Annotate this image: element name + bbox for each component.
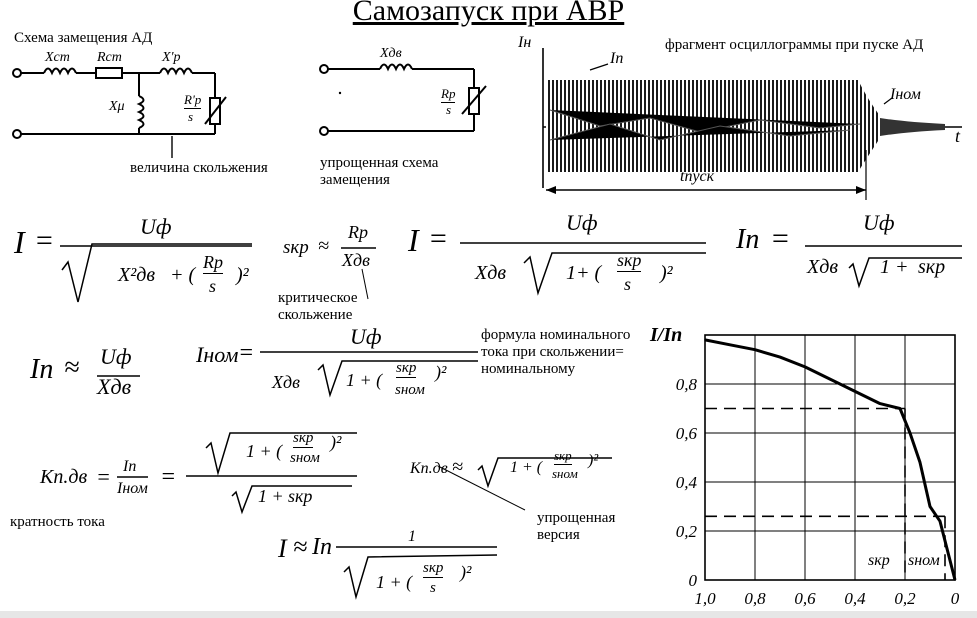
f1-close: )² (236, 264, 249, 286)
f5-plus: 1 + ( (346, 370, 383, 390)
chart-point (829, 378, 831, 380)
f3-U: Uф (863, 210, 895, 235)
chart-point (954, 579, 956, 581)
skr-Xdv: Xдв (342, 250, 370, 270)
f8-one: 1 (408, 528, 416, 545)
label-xdv: Xдв (380, 46, 402, 61)
skr-Rp: Rр (348, 222, 368, 242)
label-xr: X'р (162, 50, 181, 65)
f2-U: Uф (566, 210, 598, 235)
chart-ylabel: I/Iп (650, 324, 683, 346)
skr-approx: ≈ (318, 235, 329, 257)
chart-point (879, 403, 881, 405)
f4-Ip: Iп (30, 354, 54, 385)
osc-ip-label: Iп (610, 50, 624, 67)
f4-approx: ≈ (64, 352, 80, 383)
f8-plus: 1 + ( (376, 572, 413, 592)
chart-point (947, 550, 949, 552)
chart-y-tick: 0,6 (675, 424, 697, 443)
critical-slip-caption: критическое скольжение (278, 290, 358, 323)
osc-x-label: t (955, 126, 961, 146)
f2-plus: 1+ ( (566, 262, 602, 284)
f6-skr: sкр (293, 430, 314, 446)
f3-skr: sкр (918, 256, 946, 278)
f4-Xdv: Xдв (97, 374, 132, 399)
page-title: Самозапуск при АВР (352, 0, 625, 27)
f6-snom: sном (290, 450, 320, 466)
chart-point (779, 356, 781, 358)
bottom-bar (0, 611, 977, 618)
f6-In: Iп (123, 458, 137, 475)
f6-plus: 1 + ( (246, 441, 283, 461)
chart-point (804, 366, 806, 368)
f2-eq: = (428, 222, 449, 255)
current-ratio-caption: кратность тока (10, 514, 105, 530)
chart-y-tick: 0,2 (675, 522, 697, 541)
f5-Inom: Iном (196, 342, 239, 367)
f3-one: 1 + (880, 256, 909, 278)
f3-Xdv: Xдв (807, 256, 839, 278)
slip-caption: величина скольжения (130, 160, 268, 176)
simplified-version-caption: упрощенная версия (537, 510, 616, 543)
label-rp-num: Rр (441, 86, 456, 101)
f7-skr: sкр (554, 448, 572, 463)
chart-ann-skr: sкр (868, 552, 890, 569)
chart-y-tick: 0 (688, 571, 697, 590)
f2-close: )² (660, 262, 673, 284)
f6-Kpdv: Kп.дв (40, 466, 88, 488)
f5-U: Uф (350, 324, 382, 349)
chart-point (939, 520, 941, 522)
chart-series-line (705, 340, 955, 580)
f7-Kpdv: Kп.дв (410, 460, 448, 477)
chart-x-tick: 0,6 (794, 589, 816, 608)
osc-inom-label: Iном (890, 86, 921, 103)
f1-Xdv2: X²дв (118, 264, 156, 286)
f8-s: s (430, 580, 436, 596)
f8-approx: ≈ (293, 532, 308, 561)
f8-skr: sкр (423, 560, 444, 576)
label-rst: Rст (97, 50, 122, 65)
simplified-caption: упрощенная схема замещения (320, 155, 439, 188)
f4-U: Uф (100, 344, 132, 369)
f6-skr2: sкр (288, 486, 313, 506)
f5-close: )² (435, 362, 447, 382)
f8-I: I (278, 534, 287, 563)
f1-plus: + ( (170, 264, 196, 286)
f6-plus2: 1 + (258, 486, 284, 506)
osc-y-label: Iн (518, 34, 532, 51)
osc-tpusk-label: tпуск (680, 168, 715, 185)
f7-close: )² (588, 452, 599, 469)
chart-x-tick: 1,0 (694, 589, 716, 608)
f8-close: )² (460, 562, 472, 582)
chart-point (729, 344, 731, 346)
label-rr-num: R'р (184, 92, 202, 107)
f2-I: I (408, 222, 419, 258)
f1-I: I (14, 224, 25, 260)
f2-s: s (624, 274, 632, 294)
f3-Ip: Iп (736, 224, 760, 255)
f1-eq: = (34, 224, 55, 257)
chart-ann-snom: sном (908, 552, 940, 569)
chart-point (929, 506, 931, 508)
f3-eq: = (770, 222, 791, 255)
f7-snom: sном (552, 466, 578, 481)
chart-point (704, 339, 706, 341)
chart-x-tick: 0,2 (894, 589, 916, 608)
f5-skr: sкр (396, 360, 417, 376)
scheme-caption: Схема замещения АД (14, 30, 153, 46)
f7-approx: ≈ (452, 456, 463, 478)
f1-U: Uф (140, 214, 172, 239)
chart-x-tick: 0,4 (844, 589, 866, 608)
chart-x-tick: 0,8 (744, 589, 766, 608)
f5-snom: sном (395, 382, 425, 398)
skr-lhs: sкр (283, 237, 309, 258)
chart-y-tick: 0,4 (675, 473, 697, 492)
chart-point (909, 432, 911, 434)
label-xst: Xст (45, 50, 70, 65)
f6-eq: = (96, 464, 111, 489)
f2-skr: sкр (617, 250, 642, 270)
chart-y-tick: 0,8 (675, 375, 697, 394)
label-rr-den: s (188, 109, 194, 124)
f7-plus: 1 + ( (510, 459, 543, 476)
f2-Xdv: Xдв (475, 262, 507, 284)
chart-point (919, 462, 921, 464)
f5-eq: = (238, 340, 255, 366)
f5-Xdv: Xдв (272, 372, 300, 392)
chart-point (899, 408, 901, 410)
oscillogram-caption: фрагмент осциллограммы при пуске АД (665, 37, 924, 53)
chart-point (854, 391, 856, 393)
f1-s: s (209, 276, 217, 296)
label-xmu: Xμ (109, 99, 125, 114)
f1-Rp: Rр (203, 252, 223, 272)
label-rp-den: s (446, 102, 452, 117)
f6-Inom: Iном (117, 480, 148, 497)
nominal-formula-caption: формула номинального тока при скольжении= номинальному (481, 327, 631, 377)
f6-close: )² (330, 432, 342, 452)
f6-eq2: = (160, 464, 177, 490)
chart-point (754, 349, 756, 351)
f8-Ip: Iп (312, 534, 332, 560)
chart-x-tick: 0 (950, 589, 960, 608)
